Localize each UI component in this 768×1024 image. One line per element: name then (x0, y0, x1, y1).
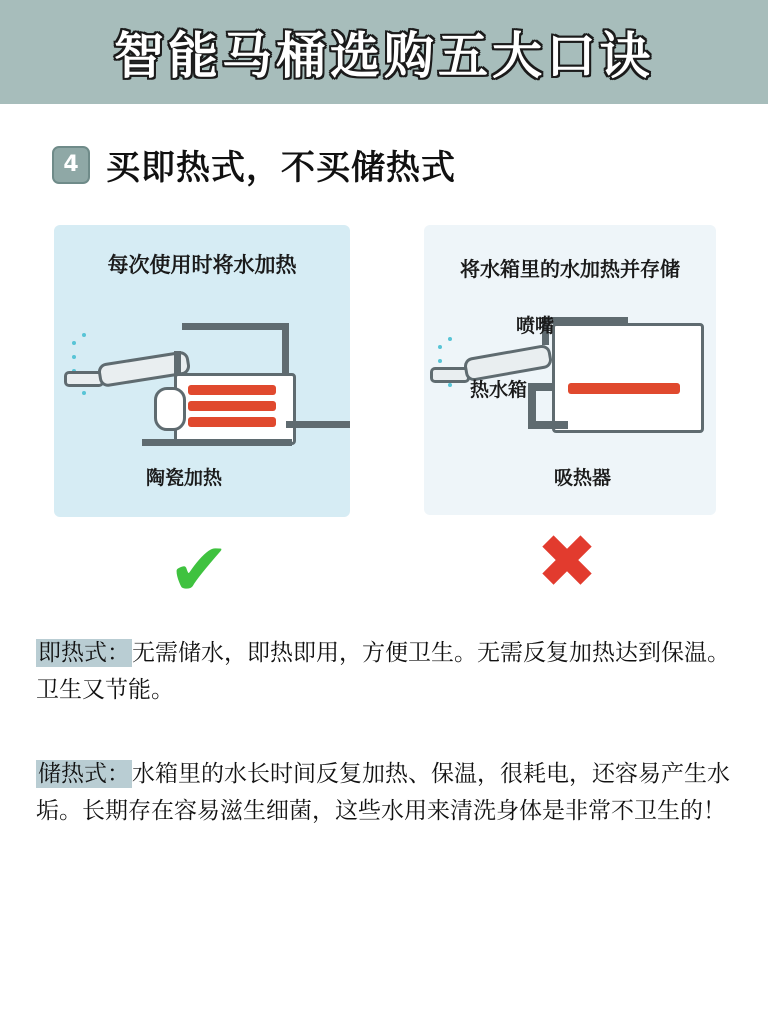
cross-mark-icon: ✖ (536, 519, 599, 605)
paragraph-storage (36, 756, 730, 831)
figure-caption-storage: 将水箱里的水加热并存储 (460, 257, 680, 281)
figure-label-nozzle: 喷嘴 (516, 315, 555, 337)
header-banner (0, 0, 768, 104)
page-title: 智能马桶选购五大口诀 (114, 27, 654, 85)
term-storage: 储热式： (38, 760, 130, 787)
term-instant: 即热式： (38, 640, 130, 666)
check-mark-icon: ✔ (168, 527, 231, 613)
figure-caption-instant: 每次使用时将水加热 (107, 253, 297, 277)
figure-storage-heating (424, 225, 716, 515)
paragraph-instant (36, 635, 730, 710)
step-number-badge: 4 (52, 146, 90, 184)
figure-instant-heating (54, 225, 350, 517)
paragraph-storage-text: 水箱里的水长时间反复加热、保温，很耗电，还容易产生水垢。长期存在容易滋生细菌，这些水用来清洗身体是非常不卫生的！ (36, 760, 730, 824)
section-heading (52, 140, 768, 189)
figures-row (0, 225, 768, 525)
verdict-marks (0, 519, 768, 635)
figure-label-heat-absorber: 吸热器 (554, 467, 612, 489)
figure-label-ceramic-heating: 陶瓷加热 (146, 467, 223, 489)
paragraph-instant-text: 无需储水，即热即用，方便卫生。无需反复加热达到保温。卫生又节能。 (36, 640, 730, 704)
section-heading-text: 买即热式，不买储热式 (106, 148, 456, 188)
figure-label-hot-water-tank: 热水箱 (470, 379, 528, 401)
